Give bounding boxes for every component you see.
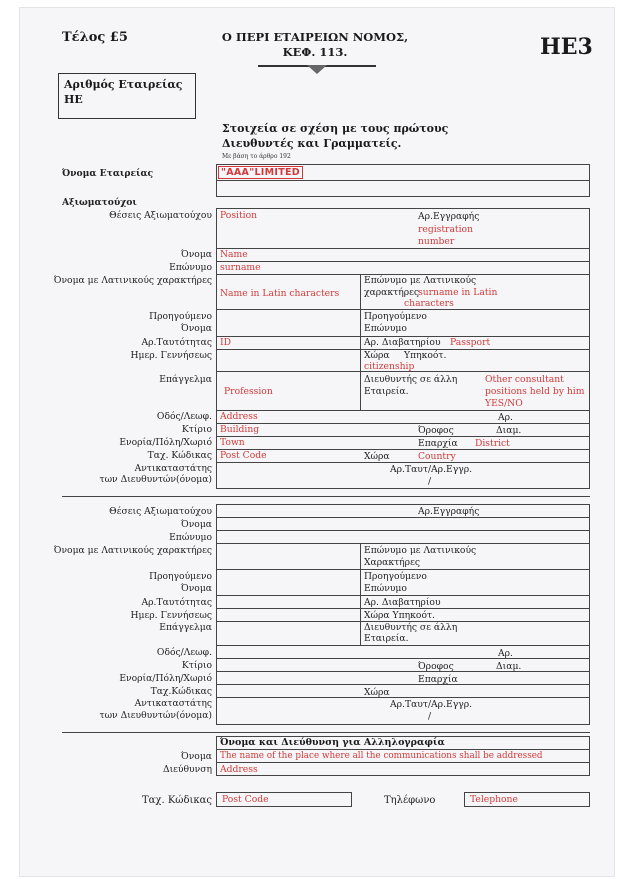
- o1-name-value[interactable]: Name: [220, 249, 248, 260]
- o2-row-line: [216, 671, 590, 672]
- o1-id-label: Αρ.Ταυτότητας: [141, 337, 212, 348]
- o2-row-line: [216, 684, 590, 685]
- o1-prev-surname-label-2: Επώνυμο: [364, 323, 407, 334]
- corr-postcode-label: Ταχ. Κώδικας: [141, 795, 212, 806]
- o1-surname-label: Επώνυμο: [169, 262, 212, 273]
- o1-passport-value[interactable]: Passport: [450, 337, 491, 348]
- o1-row-line: [216, 436, 590, 437]
- corr-address-value[interactable]: Address: [220, 764, 258, 775]
- o1-registration-value-1[interactable]: registration: [418, 224, 474, 235]
- o2-prev-name-label-2: Όνομα: [181, 583, 212, 594]
- form-title-line1: Στοιχεία σε σχέση με τους πρώτους: [222, 122, 449, 135]
- corr-name-label: Όνομα: [181, 751, 212, 762]
- o2-replacement-label-2: των Διευθυντών(όνομα): [99, 710, 212, 721]
- officers-heading: Αξιωματούχοι: [62, 197, 137, 208]
- form-page: [20, 8, 614, 876]
- o2-name-label: Όνομα: [181, 519, 212, 530]
- o1-building-label: Κτίριο: [181, 424, 212, 435]
- o1-other-dir-value-3[interactable]: YES/NO: [485, 398, 523, 409]
- o1-other-dir-value-2[interactable]: positions held by him: [485, 386, 585, 397]
- section-divider: [62, 732, 590, 733]
- o2-registration-label: Αρ.Εγγραφής: [418, 506, 480, 517]
- o1-surname-value[interactable]: surname: [220, 262, 261, 273]
- o2-row-line: [216, 517, 590, 518]
- o1-country-citizenship-label: Χώρα: [364, 350, 390, 361]
- o2-position-label: Θέσεις Αξιωματούχου: [109, 506, 212, 517]
- section-divider: [62, 496, 590, 497]
- o2-row-line: [216, 595, 590, 596]
- o2-floor-label: Όροφος: [418, 661, 454, 672]
- o1-occupation-label: Επάγγελμα: [159, 374, 212, 385]
- o2-prev-surname-label-1: Προηγούμενο: [364, 571, 427, 582]
- o1-floor-label: Όροφος: [418, 425, 454, 436]
- o1-row-line: [216, 423, 590, 424]
- o1-number-label: Αρ.: [498, 412, 513, 423]
- corr-name-value[interactable]: The name of the place where all the communications shall be addressed: [220, 751, 543, 761]
- o2-row-line: [216, 697, 590, 698]
- form-title-line2: Διευθυντές και Γραμματείς.: [222, 137, 402, 150]
- o2-number-label: Αρ.: [498, 648, 513, 659]
- corr-phone-label: Τηλέφωνο: [384, 795, 436, 806]
- o2-prev-name-label-1: Προηγούμενο: [149, 571, 212, 582]
- o1-position-value[interactable]: Position: [220, 210, 258, 221]
- o1-position-label: Θέσεις Αξιωματούχου: [109, 210, 212, 221]
- o1-country-label: Χώρα: [364, 451, 390, 462]
- o1-name-label: Όνομα: [181, 249, 212, 260]
- o2-postcode-label: Ταχ.Κώδικας: [150, 686, 212, 697]
- o1-occupation-value[interactable]: Profession: [224, 386, 273, 397]
- o1-col-line: [360, 274, 361, 410]
- o2-district-label: Επαρχία: [418, 674, 458, 685]
- o1-dob-label: Ημερ. Γεννήσεως: [130, 350, 212, 361]
- o1-latin-surname-value-1[interactable]: surname in Latin: [418, 287, 498, 298]
- o1-row-line: [216, 248, 590, 249]
- fee-label: Τέλος £5: [62, 30, 128, 45]
- corr-address-label: Διεύθυνση: [162, 764, 212, 775]
- o1-replacement-label-2: των Διευθυντών(όνομα): [99, 474, 212, 485]
- o2-replacement-id-sep: /: [428, 711, 432, 722]
- o2-row-line: [216, 543, 590, 544]
- o1-latin-surname-label-2: χαρακτήρες: [364, 287, 420, 298]
- company-name-label: Όνομα Εταιρείας: [62, 168, 154, 179]
- o1-prev-surname-label-1: Προηγούμενο: [364, 311, 427, 322]
- o2-other-dir-label-1: Διευθυντής σε άλλη: [364, 622, 458, 633]
- company-name-field-line2[interactable]: [216, 180, 590, 197]
- corr-row-line: [216, 749, 590, 750]
- o1-latin-value[interactable]: Name in Latin characters: [220, 288, 340, 299]
- o1-row-line: [216, 261, 590, 262]
- o2-street-label: Οδός/Λεωφ.: [156, 647, 212, 658]
- o2-country-citizenship-label: Χώρα Υπηκοότ.: [364, 610, 435, 621]
- o1-row-line: [216, 449, 590, 450]
- o1-replacement-id-label: Αρ.Ταυτ/Αρ.Εγγρ.: [390, 464, 473, 475]
- o2-latin-surname-label-1: Επώνυμο με Λατινικούς: [364, 545, 477, 556]
- o2-col-line: [360, 543, 361, 645]
- o1-row-line: [216, 462, 590, 463]
- o2-occupation-label: Επάγγελμα: [159, 622, 212, 633]
- o1-other-dir-label-2: Εταιρεία.: [364, 386, 409, 397]
- o2-prev-surname-label-2: Επώνυμο: [364, 583, 407, 594]
- o1-registration-value-2[interactable]: number: [418, 236, 455, 247]
- o1-apt-label: Διαμ.: [496, 425, 522, 436]
- o1-replacement-label-1: Αντικαταστάτης: [134, 463, 212, 474]
- o2-row-line: [216, 608, 590, 609]
- o1-postcode-value[interactable]: Post Code: [220, 450, 267, 461]
- form-code: HE3: [540, 34, 593, 60]
- o1-district-value[interactable]: District: [475, 438, 510, 449]
- o1-town-label: Ενορία/Πόλη/Χωριό: [119, 437, 212, 448]
- o2-row-line: [216, 645, 590, 646]
- o1-latin-surname-label-1: Επώνυμο με Λατινικούς: [364, 275, 477, 286]
- o1-passport-label: Αρ. Διαβατηρίου: [364, 337, 441, 348]
- o1-postcode-label: Ταχ. Κώδικας: [147, 450, 212, 461]
- company-number-prefix: ΗΕ: [64, 93, 83, 106]
- o2-latin-label: Όνομα με Λατινικούς χαρακτήρες: [53, 545, 212, 556]
- o1-registration-label: Αρ.Εγγραφής: [418, 211, 480, 222]
- o1-town-value[interactable]: Town: [220, 437, 245, 448]
- o2-row-line: [216, 569, 590, 570]
- o2-apt-label: Διαμ.: [496, 661, 522, 672]
- o1-other-dir-value-1[interactable]: Other consultant: [485, 374, 564, 385]
- law-title-line1: Ο ΠΕΡΙ ΕΤΑΙΡΕΙΩΝ ΝΟΜΟΣ,: [221, 30, 409, 44]
- o1-street-label: Οδός/Λεωφ.: [156, 411, 212, 422]
- o2-row-line: [216, 658, 590, 659]
- o2-building-label: Κτίριο: [181, 660, 212, 671]
- o2-country-label: Χώρα: [364, 687, 390, 698]
- correspondence-heading: Όνομα και Διεύθυνση για Αλληλογραφία: [220, 737, 445, 748]
- corr-postcode-value: Post Code: [222, 794, 269, 805]
- o2-replacement-id-label: Αρ.Ταυτ/Αρ.Εγγρ.: [390, 699, 473, 710]
- o1-prev-name-label-2: Όνομα: [181, 323, 212, 334]
- o1-id-value[interactable]: ID: [220, 337, 231, 348]
- o1-prev-name-label-1: Προηγούμενο: [149, 311, 212, 322]
- o2-dob-label: Ημερ. Γεννήσεως: [130, 610, 212, 621]
- o1-row-line: [216, 410, 590, 411]
- o1-building-value[interactable]: Building: [220, 424, 260, 435]
- o1-other-dir-label-1: Διευθυντής σε άλλη: [364, 374, 458, 385]
- o2-other-dir-label-2: Εταιρεία.: [364, 633, 409, 644]
- o2-passport-label: Αρ. Διαβατηρίου: [364, 597, 441, 608]
- company-name-value: "AAA"LIMITED: [218, 166, 303, 179]
- o1-latin-label: Όνομα με Λατινικούς χαρακτήρες: [53, 275, 212, 286]
- o1-row-line: [216, 349, 590, 350]
- o1-district-label: Επαρχία: [418, 438, 458, 449]
- corr-phone-value: Telephone: [470, 794, 518, 805]
- o2-replacement-label-1: Αντικαταστάτης: [134, 698, 212, 709]
- o2-town-label: Ενορία/Πόλη/Χωριό: [119, 673, 212, 684]
- o1-row-line: [216, 309, 590, 310]
- o2-surname-label: Επώνυμο: [169, 532, 212, 543]
- header-arrow-icon: [305, 64, 329, 76]
- corr-row-line: [216, 762, 590, 763]
- o1-replacement-id-sep: /: [428, 476, 432, 487]
- form-subtitle: Με βάση το άρθρο 192: [222, 153, 291, 160]
- o1-country-value[interactable]: Country: [418, 451, 456, 462]
- law-title-line2: ΚΕΦ. 113.: [282, 45, 348, 59]
- o2-row-line: [216, 530, 590, 531]
- o1-street-value[interactable]: Address: [220, 411, 258, 422]
- o2-id-label: Αρ.Ταυτότητας: [141, 597, 212, 608]
- o1-citizenship-value[interactable]: citizenship: [364, 361, 415, 372]
- company-number-label: Αριθμός Εταιρείας: [64, 78, 183, 91]
- o1-latin-surname-value-2[interactable]: characters: [404, 298, 454, 309]
- o2-latin-surname-label-2: Χαρακτήρες: [364, 557, 420, 568]
- o1-citizenship-label: Υπηκοότ.: [404, 350, 447, 361]
